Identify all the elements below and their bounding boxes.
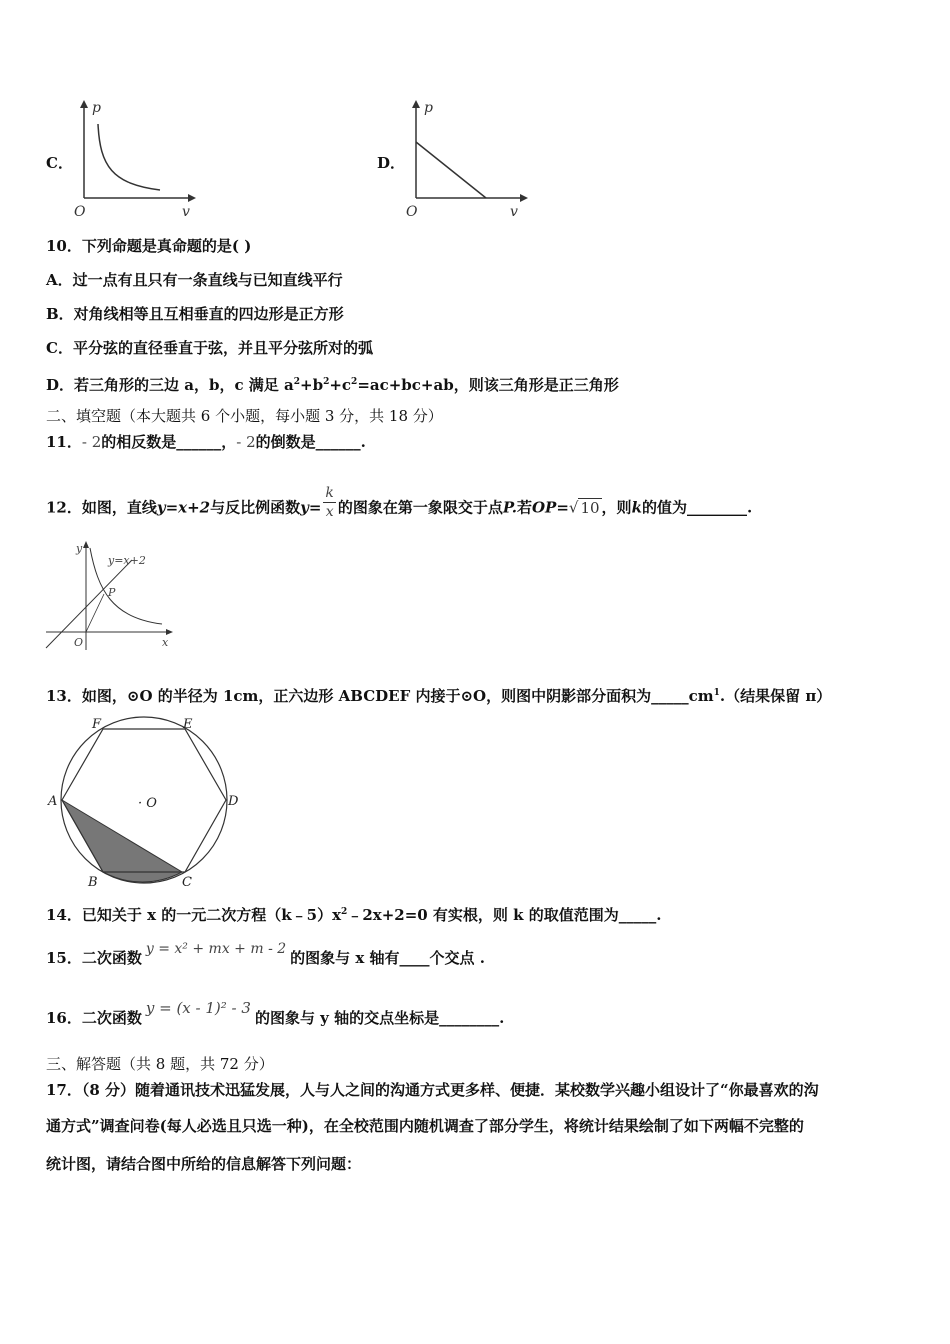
- q14: 14．已知关于 x 的一元二次方程$(k﹣5)x^2﹣2x+2=0$ 有实根，则 k 的取值范围为_____.: [46, 906, 662, 924]
- graph-c-curve: [98, 124, 160, 190]
- q12-y-label: y: [76, 542, 83, 555]
- q10-option-d: D．若三角形的三边 a，b，c 满足 $a^2+b^2+c^2=ac+bc+ab$，则该三角形是正三角形: [46, 376, 619, 394]
- graph-d-origin: O: [406, 204, 418, 220]
- q12-sqrt: √ 10: [568, 498, 600, 517]
- q11: 11．- 2的相反数是______，- 2的倒数是______.: [46, 433, 366, 451]
- q12-origin: O: [74, 636, 84, 649]
- q17-line-2: 通方式”调查问卷(每人必选且只选一种)，在全校范围内随机调查了部分学生，将统计结果绘制了如下两幅不完整的: [46, 1117, 804, 1135]
- section-3-title: 三、解答题（共 8 题，共 72 分）: [46, 1055, 274, 1073]
- q12-figure: [42, 540, 182, 655]
- q17-line-3: 统计图，请结合图中所给的信息解答下列问题：: [46, 1155, 362, 1173]
- graph-c-origin: O: [74, 204, 86, 220]
- q12-x-label: x: [162, 636, 169, 649]
- q12-point-label: P: [108, 586, 116, 599]
- q13-label-b: B: [88, 875, 98, 890]
- q13-label-c: C: [182, 875, 192, 890]
- q13-label-a: A: [48, 794, 58, 809]
- q16: 16．二次函数y = (x - 1)² - 3的图象与 y 轴的交点坐标是________.: [46, 999, 505, 1027]
- q15-formula: y = x² + mx + m - 2: [145, 941, 287, 957]
- q13-label-f: F: [92, 717, 102, 732]
- q13-label-e: E: [183, 717, 193, 732]
- graph-d-line: [416, 142, 486, 198]
- q10-stem: 10．下列命题是真命题的是( ): [46, 237, 252, 255]
- q10-option-c: C．平分弦的直径垂直于弦，并且平分弦所对的弧: [46, 339, 373, 357]
- q12-line-label: y=x+2: [108, 554, 146, 567]
- q12-line: [46, 560, 132, 648]
- q15: 15．二次函数 y = x² + mx + m - 2 的图象与 x 轴有____个交点 .: [46, 941, 486, 967]
- graph-c-y-label: p: [92, 100, 101, 116]
- q10-option-a: A．过一点有且只有一条直线与已知直线平行: [46, 271, 343, 289]
- q16-formula: y = (x - 1)² - 3: [145, 999, 251, 1017]
- graph-d: [402, 96, 532, 220]
- q12-fraction: $\frac{k}{x}$: [325, 485, 334, 520]
- graph-d-y-label: p: [424, 100, 433, 116]
- q13-shaded-region: [62, 800, 182, 882]
- q13-figure: [42, 712, 242, 892]
- graph-d-x-label: v: [510, 204, 518, 220]
- q13-label-o: · O: [138, 796, 157, 811]
- section-2-title: 二、填空题（本大题共 6 个小题，每小题 3 分，共 18 分）: [46, 407, 443, 425]
- q10-option-b: B．对角线相等且互相垂直的四边形是正方形: [46, 305, 344, 323]
- option-c-label: C．: [46, 154, 73, 172]
- q12: 12．如图，直线y=x+2与反比例函数y= $\frac{k}{x}$ 的图象在第一象限交于点P.若OP=√ 10 ，则k的值为________.: [46, 485, 753, 520]
- graph-c-x-label: v: [182, 204, 190, 220]
- q13-label-d: D: [228, 794, 239, 809]
- option-d-label: D．: [377, 154, 406, 172]
- graph-c: [70, 96, 200, 220]
- q17-line-1: 17．（8 分）随着通讯技术迅猛发展，人与人之间的沟通方式更多样、便捷．某校数学兴趣小组设计了“你最喜欢的沟: [46, 1081, 819, 1099]
- q12-segment-op: [86, 594, 104, 632]
- q13: 13．如图，⊙O 的半径为 1cm，正六边形 ABCDEF 内接于⊙O，则图中阴影部分面积为$\_\_\_\_\_cm^1$.（结果保留 π）: [46, 687, 832, 705]
